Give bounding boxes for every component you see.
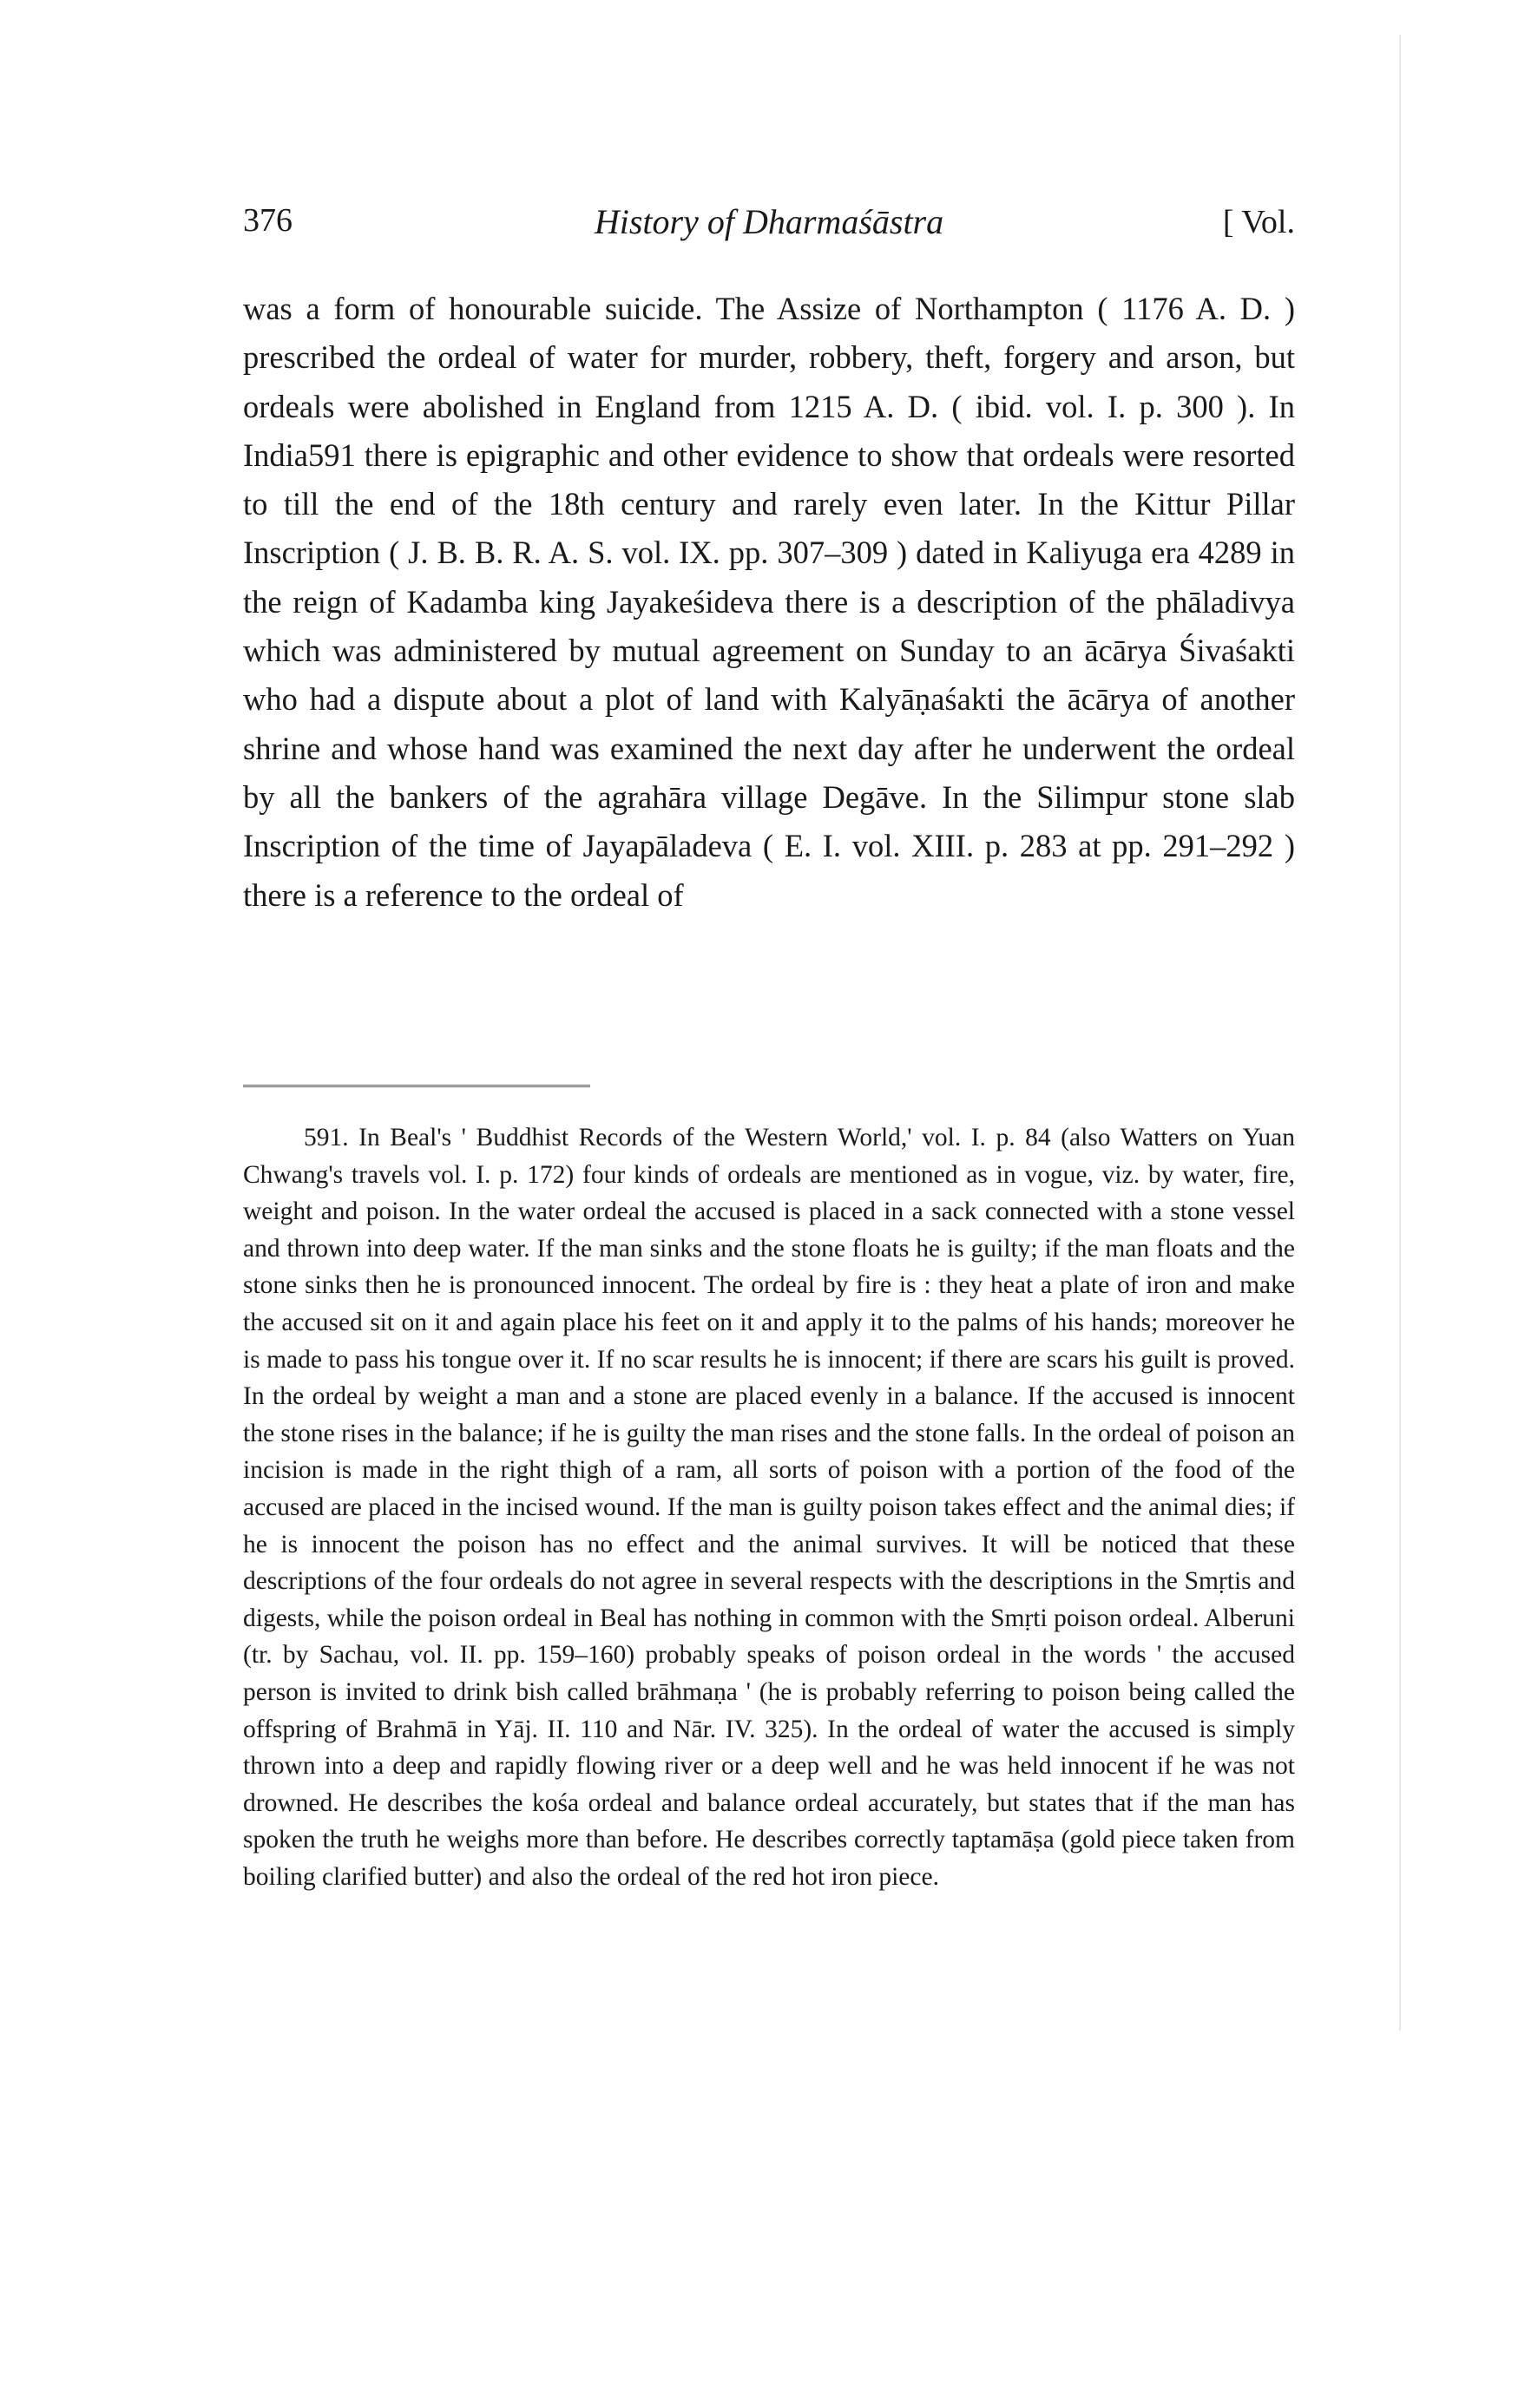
footnote-591: 591. In Beal's ' Buddhist Records of the Western World,' vol. I. p. 84 (also Watters on Yuan Chwang's travels vol. I. p. 172) four kinds of ordeals are mentioned as in vogue, viz. by water, fire, weight and poison. In the water ordeal the accused is placed in a sack connected with a stone vessel and thrown into deep water. If the man sinks and the stone floats he is guilty; if the man floats and the stone sinks then he is pronounced innocent. The ordeal by fire is : they heat a plate of iron and make the accused sit on it and again place his feet on it and apply it to the palms of his hands; moreover he is made to pass his tongue over it. If no scar results he is innocent; if there are scars his guilt is proved. In the ordeal by weight a man and a stone are placed evenly in a balance. If the accused is innocent the stone rises in the balance; if he is guilty the man rises and the stone falls. In the ordeal of poison an incision is made in the right thigh of a ram, all sorts of poison with a portion of the food of the accused are placed in the incised wound. If the man is guilty poison takes effect and the animal dies; if he is innocent the poison has no effect and the animal survives. It will be noticed that these descriptions of the four ordeals do not agree in several respects with the descriptions in the Smṛtis and digests, while the poison ordeal in Beal has nothing in common with the Smṛti poison ordeal. Alberuni (tr. by Sachau, vol. II. pp. 159–160) probably speaks of poison ordeal in the words ' the accused person is invited to drink bish called brāhmaṇa ' (he is probably referring to poison being called the offspring of Brahmā in Yāj. II. 110 and Nār. IV. 325). In the ordeal of water the accused is simply thrown into a deep and rapidly flowing river or a deep well and he was held innocent if he was not drowned. He describes the kośa ordeal and balance ordeal accurately, but states that if the man has spoken the truth he weighs more than before. He describes correctly taptamāṣa (gold piece taken from boiling clarified butter) and also the ordeal of the red hot iron piece.: [243, 1124, 1295, 1891]
main-paragraph: was a form of honourable suicide. The Assize of Northampton ( 1176 A. D. ) prescribed the ordeal of water for murder, robbery, theft, forgery and arson, but ordeals were abolished in England from 1215 A. D. ( ibid. vol. I. p. 300 ). In India591 there is epigraphic and other evidence to show that ordeals were resorted to till the end of the 18th century and rarely even later. In the Kittur Pillar Inscription ( J. B. B. R. A. S. vol. IX. pp. 307–309 ) dated in Kaliyuga era 4289 in the reign of Kadamba king Jayakeśideva there is a description of the phāladivya which was administered by mutual agreement on Sunday to an ācārya Śivaśakti who had a dispute about a plot of land with Kalyāṇaśakti the ācārya of another shrine and whose hand was examined the next day after he underwent the ordeal by all the bankers of the agrahāra village Degāve. In the Silimpur stone slab Inscription of the time of Jayapāladeva ( E. I. vol. XIII. p. 283 at pp. 291–292 ) there is a reference to the ordeal of: [243, 291, 1295, 913]
running-title: History of Dharmaśāstra: [594, 202, 944, 241]
footnote-separator: [243, 1085, 590, 1087]
volume-label: [ Vol.: [1222, 204, 1295, 240]
page-header: [243, 201, 1295, 253]
page-number: 376: [243, 202, 292, 239]
page-edge-line: [1399, 35, 1401, 2031]
